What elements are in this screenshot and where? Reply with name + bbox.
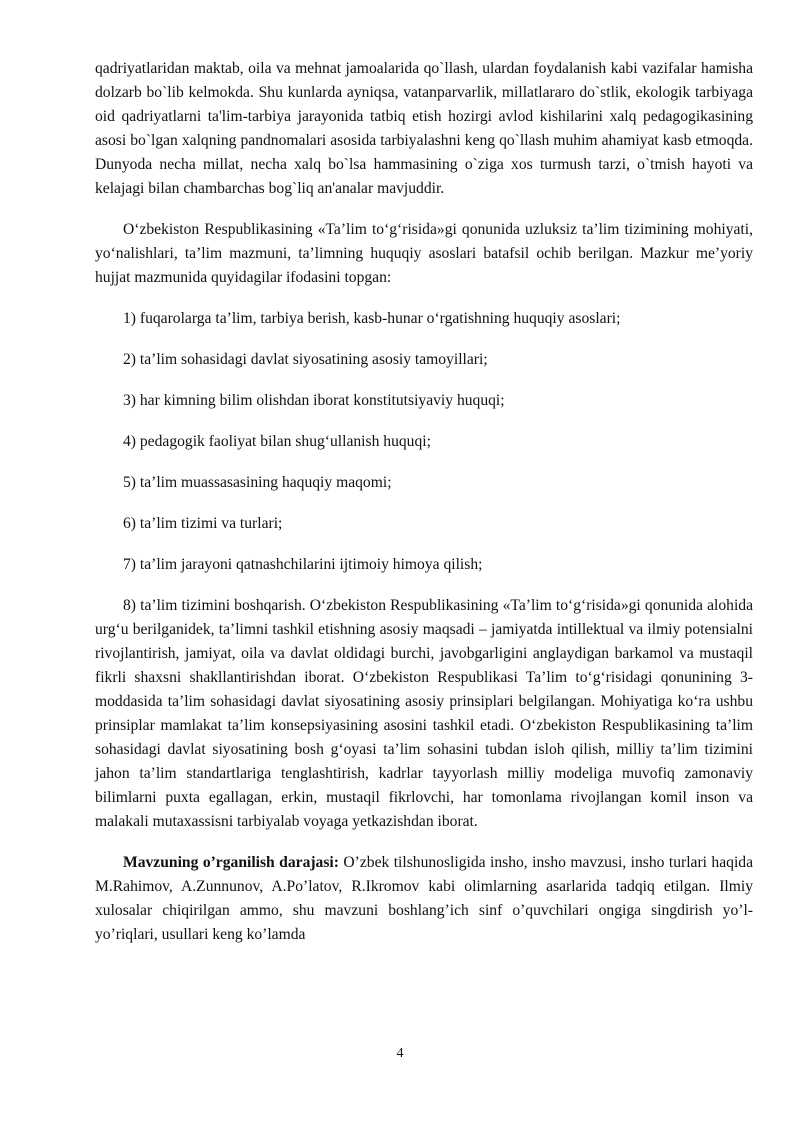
list-item: 7) ta’lim jarayoni qatnashchilarini ijtimoiy himoya qilish; [123,556,483,573]
law-provisions-list [95,307,753,577]
paragraph-intro: qadriyatlaridan maktab, oila va mehnat jamoalarida qo`llash, ulardan foydalanish kabi vazifalar hamisha dolzarb bo`lib kelmokda. Shu kunlarda ayniqsa, vatanparvarlik, millatlararo do`stlik, ekologik tarbiyaga oid qadriyatlarni ta'lim-tarbiya jarayonida tatbiq etish hozirgi avlod kishilarini xalq pedagogikasining asosi bo`lgan xalqning pandnomalari asosida tarbiyalashni keng qo`llash muhim ahamiyat kasb etmoqda. Dunyoda necha millat, necha xalq bo`lsa hammasining o`ziga xos turmush tarzi, o`tmish hayoti va kelajagi bilan chambarchas bog`liq an'analar mavjuddir. [95,60,753,197]
list-item: 3) har kimning bilim olishdan iborat konstitutsiyaviy huquqi; [123,392,505,409]
list-item: 6) ta’lim tizimi va turlari; [123,515,283,532]
page-number: 4 [396,1046,404,1061]
study-level-heading: Mavzuning o’rganilish darajasi: [123,854,339,871]
list-item: 1) fuqarolarga ta’lim, tarbiya berish, kasb-hunar o‘rgatishning huquqiy asoslari; [123,310,621,327]
list-item: 5) ta’lim muassasasining haquqiy maqomi; [123,474,392,491]
list-item: 2) ta’lim sohasidagi davlat siyosatining asosiy tamoyillari; [123,351,488,368]
study-level-text: O’zbek tilshunosligida insho, insho mavzusi, insho turlari haqida M.Rahimov, A.Zunnunov, A.Po’latov, R.Ikromov kabi olimlarning asarlarida tadqiq etilgan. Ilmiy xulosalar chiqirilgan ammo, shu mavzuni boshlang’ich sinf o’quvchilari ongiga singdirish yo’l-yo’riqlari, usullari keng ko’lamda [95,854,753,943]
paragraph-study-level [95,851,753,947]
list-item: 4) pedagogik faoliyat bilan shug‘ullanish huquqi; [123,433,431,450]
paragraph-law-overview: O‘zbekiston Respublikasining «Ta’lim to‘g‘risida»gi qonunida uzluksiz ta’lim tizimining mohiyati, yo‘nalishlari, ta’lim mazmuni, ta’limning huquqiy asoslari batafsil ochib berilgan. Mazkur me’yoriy hujjat mazmunida quyidagilar ifodasini topgan: [95,221,753,286]
document-page [95,57,753,947]
paragraph-education-management: 8) ta’lim tizimini boshqarish. O‘zbekiston Respublikasining «Ta’lim to‘g‘risida»gi qonunida alohida urg‘u berilganidek, ta’limni tashkil etishning asosiy maqsadi – jamiyatda intillektual va ilmiy potensialni rivojlantirish, jamiyat, oila va davlat oldidagi burchi, javobgarligini anglaydigan barkamol va mustaqil fikrli shaxsni shakllantirishdan iborat. O‘zbekiston Respublikasi Ta’lim to‘g‘risidagi qonunining 3-moddasida ta’lim sohasidagi davlat siyosatining asosiy prinsiplari belgilangan. Mohiyatiga ko‘ra ushbu prinsiplar mamlakat ta’lim konsepsiyasining asosini tashkil etadi. O‘zbekiston Respublikasining ta’lim sohasidagi davlat siyosatining bosh g‘oyasi ta’lim sohasini tubdan isloh qilish, milliy ta’lim tizimini jahon ta’lim standartlariga tenglashtirish, kadrlar tayyorlash milliy modeliga muvofiq zamonaviy bilimlarni puxta egallagan, erkin, mustaqil fikrlovchi, har tomonlama rivojlangan komil inson va malakali mutaxassisni tarbiyalab voyaga yetkazishdan iborat. [95,597,753,830]
